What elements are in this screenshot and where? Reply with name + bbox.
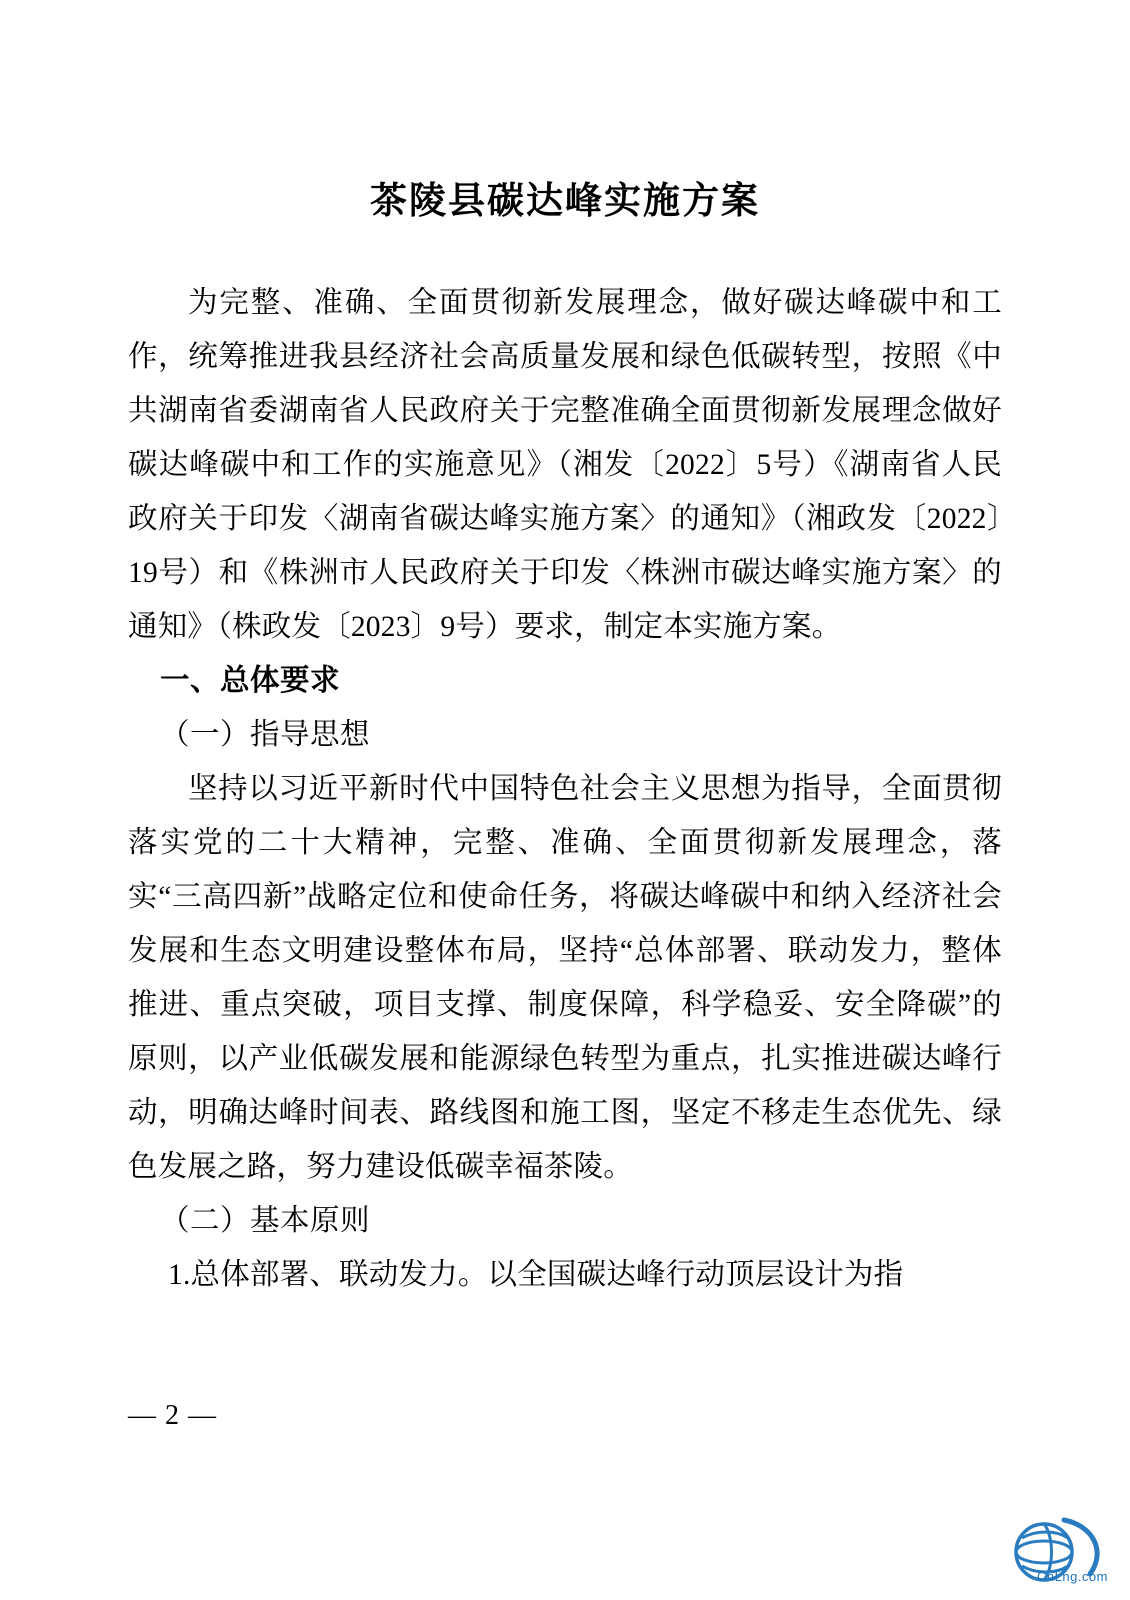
list-item-principle-1: 1.总体部署、联动发力。以全国碳达峰行动顶层设计为指: [168, 1259, 904, 1291]
watermark-label: CnLng.com: [1037, 1569, 1108, 1584]
page-title: 茶陵县碳达峰实施方案: [370, 181, 760, 222]
paragraph-intro: 为完整、准确、全面贯彻新发展理念，做好碳达峰碳中和工作，统筹推进我县经济社会高质量发展和绿色低碳转型，按照《中共湖南省委湖南省人民政府关于完整准确全面贯彻新发展理念做好碳达峰碳中和工作的实施意见》（湘发〔2022〕5号）《湖南省人民政府关于印发〈湖南省碳达峰实施方案〉的通知》（湘政发〔2022〕19号）和《株洲市人民政府关于印发〈株洲市碳达峰实施方案〉的通知》（株政发〔2023〕9号）要求，制定本实施方案。: [128, 287, 1002, 643]
page-number: — 2 —: [128, 1400, 217, 1431]
paragraph-guiding-thought: 坚持以习近平新时代中国特色社会主义思想为指导，全面贯彻落实党的二十大精神，完整、准确、全面贯彻新发展理念，落实“三高四新”战略定位和使命任务，将碳达峰碳中和纳入经济社会发展和生态文明建设整体布局，坚持“总体部署、联动发力，整体推进、重点突破，项目支撑、制度保障，科学稳妥、安全降碳”的原则，以产业低碳发展和能源绿色转型为重点，扎实推进碳达峰行动，明确达峰时间表、路线图和施工图，坚定不移走生态优先、绿色发展之路，努力建设低碳幸福茶陵。: [128, 773, 1002, 1183]
section-heading-general-requirements: 一、总体要求: [160, 665, 341, 697]
subsection-heading-guiding-thought: （一）指导思想: [160, 719, 371, 751]
subsection-heading-basic-principles: （二）基本原则: [160, 1205, 371, 1237]
